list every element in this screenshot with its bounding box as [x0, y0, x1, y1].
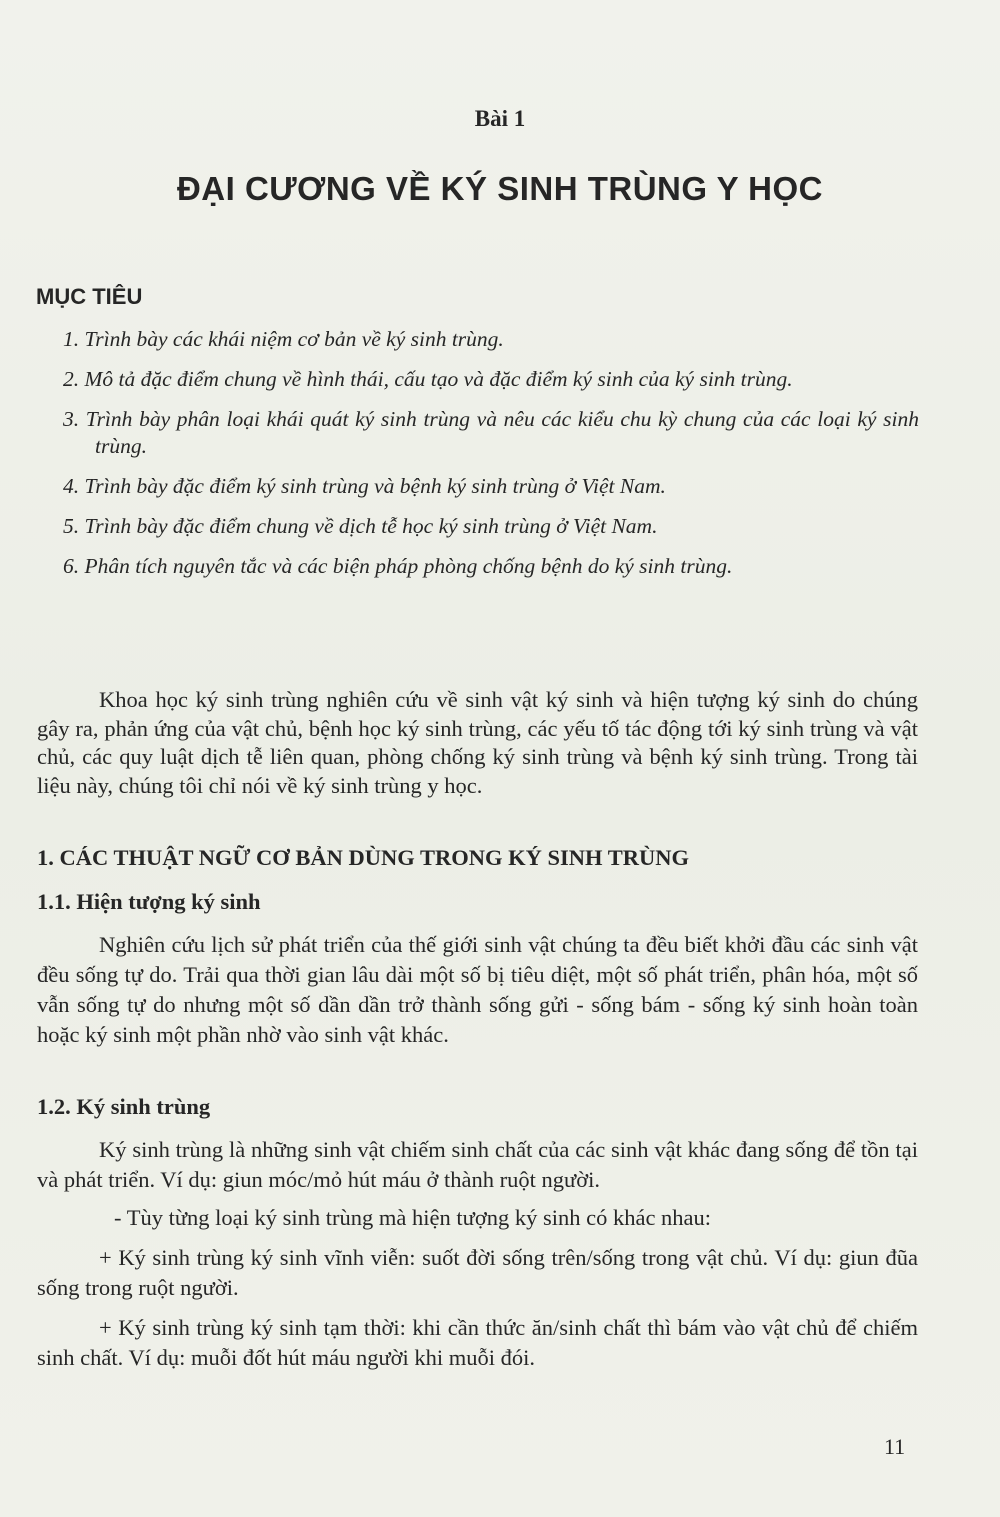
objectives-list: [63, 326, 919, 593]
section-heading: 1. CÁC THUẬT NGỮ CƠ BẢN DÙNG TRONG KÝ SINH TRÙNG: [37, 845, 689, 870]
objective-item: 3. Trình bày phân loại khái quát ký sinh trùng và nêu các kiểu chu kỳ chung của các loại ký sinh trùng.: [63, 407, 919, 458]
lesson-number: Bài 1: [474, 106, 526, 131]
subsection-heading: 1.1. Hiện tượng ký sinh: [37, 889, 261, 914]
objectives-heading: MỤC TIÊU: [36, 284, 143, 309]
objective-item: 5. Trình bày đặc điểm chung về dịch tễ học ký sinh trùng ở Việt Nam.: [63, 514, 658, 538]
objective-item: 1. Trình bày các khái niệm cơ bản về ký sinh trùng.: [63, 327, 504, 351]
body-paragraph: - Tùy từng loại ký sinh trùng mà hiện tượng ký sinh có khác nhau:: [114, 1205, 712, 1230]
objective-item: 2. Mô tả đặc điểm chung về hình thái, cấu tạo và đặc điểm ký sinh của ký sinh trùng.: [63, 367, 793, 391]
page-number: 11: [884, 1434, 906, 1459]
lesson-title: ĐẠI CƯƠNG VỀ KÝ SINH TRÙNG Y HỌC: [176, 170, 824, 207]
objective-item: 6. Phân tích nguyên tắc và các biện pháp phòng chống bệnh do ký sinh trùng.: [63, 554, 733, 578]
body-paragraph: Nghiên cứu lịch sử phát triển của thế giới sinh vật chúng ta đều biết khởi đầu các sinh vật đều sống tự do. Trải qua thời gian lâu dài một số bị tiêu diệt, một số phát triển, phân hóa, một số vẫn sống tự do nhưng một số dần dần trở thành sống gửi - sống bám - sống ký sinh hoàn toàn hoặc ký sinh một phần nhờ vào sinh vật khác.: [37, 932, 918, 1047]
body-paragraph: + Ký sinh trùng ký sinh tạm thời: khi cần thức ăn/sinh chất thì bám vào vật chủ để chiếm sinh chất. Ví dụ: muỗi đốt hút máu người khi muỗi đói.: [37, 1315, 918, 1370]
intro-paragraph: Khoa học ký sinh trùng nghiên cứu về sinh vật ký sinh và hiện tượng ký sinh do chúng gây ra, phản ứng của vật chủ, bệnh học ký sinh trùng, các yếu tố tác động tới ký sinh trùng và vật chủ, các quy luật dịch tễ liên quan, phòng chống ký sinh trùng và bệnh ký sinh trùng. Trong tài liệu này, chúng tôi chỉ nói về ký sinh trùng y học.: [37, 687, 918, 798]
body-paragraph: + Ký sinh trùng ký sinh vĩnh viễn: suốt đời sống trên/sống trong vật chủ. Ví dụ: giun đũa sống trong ruột người.: [37, 1245, 918, 1300]
body-paragraph: Ký sinh trùng là những sinh vật chiếm sinh chất của các sinh vật khác đang sống để tồn tại và phát triển. Ví dụ: giun móc/mỏ hút máu ở thành ruột người.: [37, 1137, 918, 1192]
subsection-heading: 1.2. Ký sinh trùng: [37, 1094, 211, 1119]
objective-item: 4. Trình bày đặc điểm ký sinh trùng và bệnh ký sinh trùng ở Việt Nam.: [63, 474, 666, 498]
